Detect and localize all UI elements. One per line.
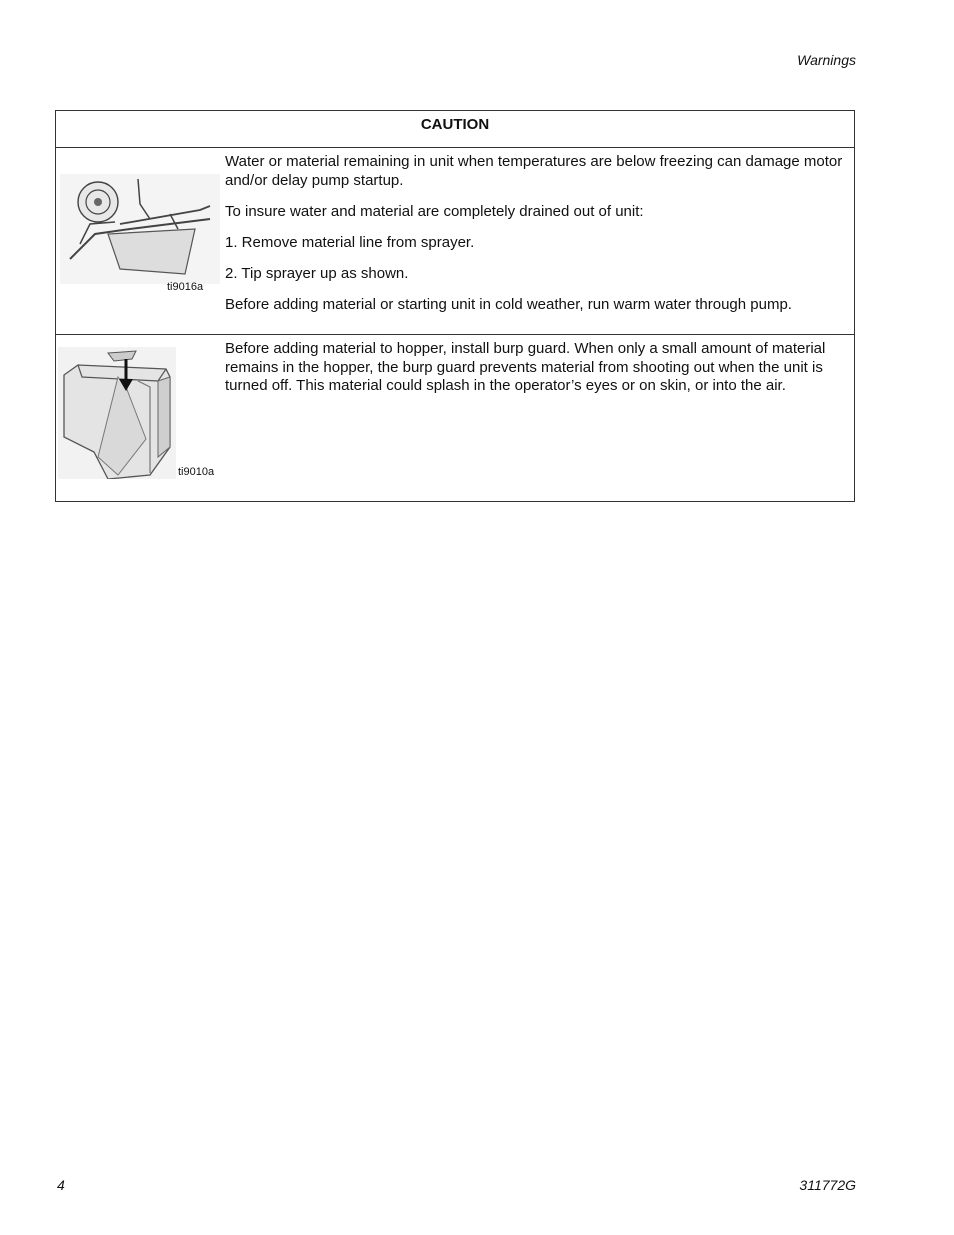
- page-number: 4: [57, 1177, 65, 1193]
- section-header: Warnings: [797, 52, 856, 68]
- caution-row-drain: [56, 148, 854, 335]
- caution-table: [55, 110, 855, 502]
- paragraph: Water or material remaining in unit when temperatures are below freezing can damage motor and/or delay pump startup.: [225, 153, 843, 189]
- paragraph: Before adding material to hopper, install burp guard. When only a small amount of material remains in the hopper, the burp guard prevents material from shooting out when the unit is turned off. This material could splash in the operator’s eyes or on skin, or into the air.: [225, 340, 826, 394]
- caution-text: [225, 153, 849, 327]
- figure-label: ti9016a: [167, 281, 204, 293]
- document-number: 311772G: [799, 1177, 856, 1193]
- paragraph: To insure water and material are completely drained out of unit:: [225, 202, 644, 220]
- sprayer-tipped-figure: [56, 148, 221, 334]
- paragraph: Before adding material or starting unit in cold weather, run warm water through pump.: [225, 295, 792, 313]
- paragraph: 1. Remove material line from sprayer.: [225, 233, 475, 251]
- hopper-burp-guard-figure: [56, 335, 221, 501]
- caution-title: CAUTION: [56, 111, 854, 148]
- hopper-illustration: [58, 347, 176, 479]
- caution-text: [225, 340, 849, 408]
- paragraph: 2. Tip sprayer up as shown.: [225, 264, 409, 282]
- sprayer-tipped-illustration: [60, 174, 220, 284]
- figure-label: ti9010a: [178, 466, 215, 478]
- caution-row-burp-guard: [56, 335, 854, 501]
